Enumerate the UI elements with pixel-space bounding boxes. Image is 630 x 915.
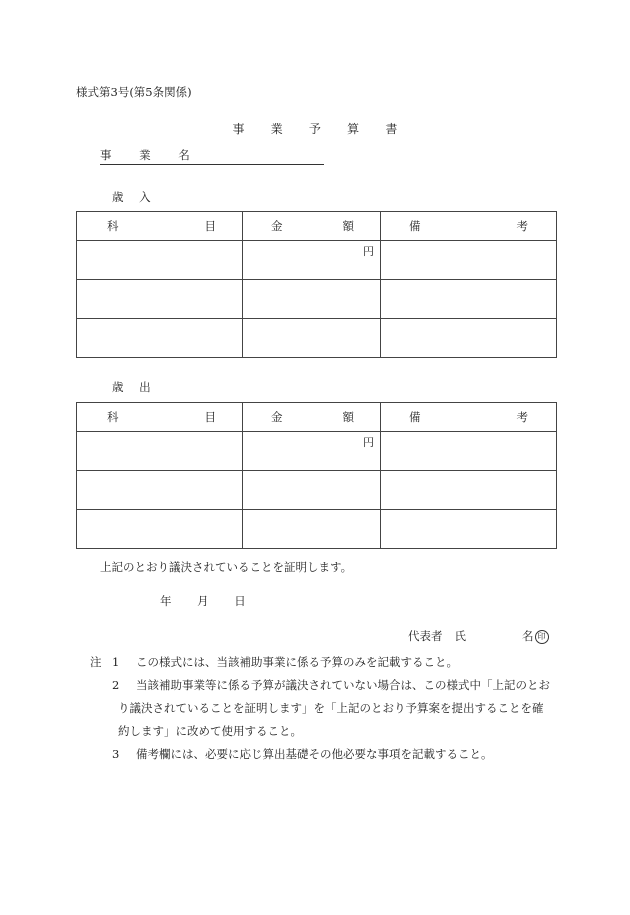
- date-line: 年 月 日: [160, 594, 246, 608]
- header-remarks: 備 考: [381, 403, 557, 432]
- income-table: [76, 211, 557, 358]
- document-title: 事 業 予 算 書: [232, 122, 398, 136]
- table-row: [77, 471, 557, 510]
- item-cell[interactable]: [77, 241, 243, 280]
- header-item: 科 目: [77, 403, 243, 432]
- remarks-cell[interactable]: [381, 280, 557, 319]
- remarks-cell[interactable]: [381, 241, 557, 280]
- note-item-1: 注 1 この様式には、当該補助事業に係る予算のみを記載すること。: [90, 651, 560, 674]
- header-amount: 金 額: [243, 212, 381, 241]
- amount-cell[interactable]: [243, 241, 381, 280]
- notes-section: [90, 651, 560, 766]
- item-cell[interactable]: [77, 319, 243, 358]
- certification-text: 上記のとおり議決されていることを証明します。: [100, 560, 353, 574]
- table-row: [77, 241, 557, 280]
- remarks-cell[interactable]: [381, 319, 557, 358]
- remarks-cell[interactable]: [381, 432, 557, 471]
- representative-label: 代表者: [408, 629, 443, 643]
- remarks-cell[interactable]: [381, 471, 557, 510]
- table-row: [77, 319, 557, 358]
- header-remarks: 備 考: [381, 212, 557, 241]
- amount-cell[interactable]: [243, 319, 381, 358]
- name-label-b: 名: [522, 629, 534, 643]
- header-amount: 金 額: [243, 403, 381, 432]
- note-item-2: 2 当該補助事業等に係る予算が議決されていない場合は、この様式中「上記のとお: [112, 678, 550, 692]
- expense-table: [76, 402, 557, 549]
- notes-lead: 注: [90, 655, 102, 669]
- yen-unit: 円: [363, 245, 374, 258]
- income-table-header: [77, 212, 557, 241]
- income-section-label: 歳 入: [112, 190, 151, 204]
- amount-cell[interactable]: [243, 280, 381, 319]
- note-item-2-cont: 約します」に改めて使用すること。: [118, 724, 302, 738]
- item-cell[interactable]: [77, 280, 243, 319]
- amount-cell[interactable]: [243, 432, 381, 471]
- amount-cell[interactable]: [243, 471, 381, 510]
- item-cell[interactable]: [77, 510, 243, 549]
- remarks-cell[interactable]: [381, 510, 557, 549]
- yen-unit: 円: [363, 436, 374, 449]
- expense-table-header: [77, 403, 557, 432]
- amount-cell[interactable]: [243, 510, 381, 549]
- note-item-3: 3 備考欄には、必要に応じ算出基礎その他必要な事項を記載すること。: [112, 747, 493, 761]
- name-label-a: 氏: [454, 629, 466, 643]
- seal-mark: 印: [535, 630, 549, 644]
- item-cell[interactable]: [77, 471, 243, 510]
- table-row: [77, 510, 557, 549]
- form-number-label: 様式第3号(第5条関係): [76, 85, 192, 99]
- table-row: [77, 432, 557, 471]
- representative-line: [408, 628, 549, 644]
- note-item-2-cont: り議決されていることを証明します」を「上記のとおり予算案を提出することを確: [118, 701, 544, 715]
- project-name-field: 事 業 名: [100, 147, 324, 165]
- item-cell[interactable]: [77, 432, 243, 471]
- expense-section-label: 歳 出: [112, 380, 151, 394]
- table-row: [77, 280, 557, 319]
- header-item: 科 目: [77, 212, 243, 241]
